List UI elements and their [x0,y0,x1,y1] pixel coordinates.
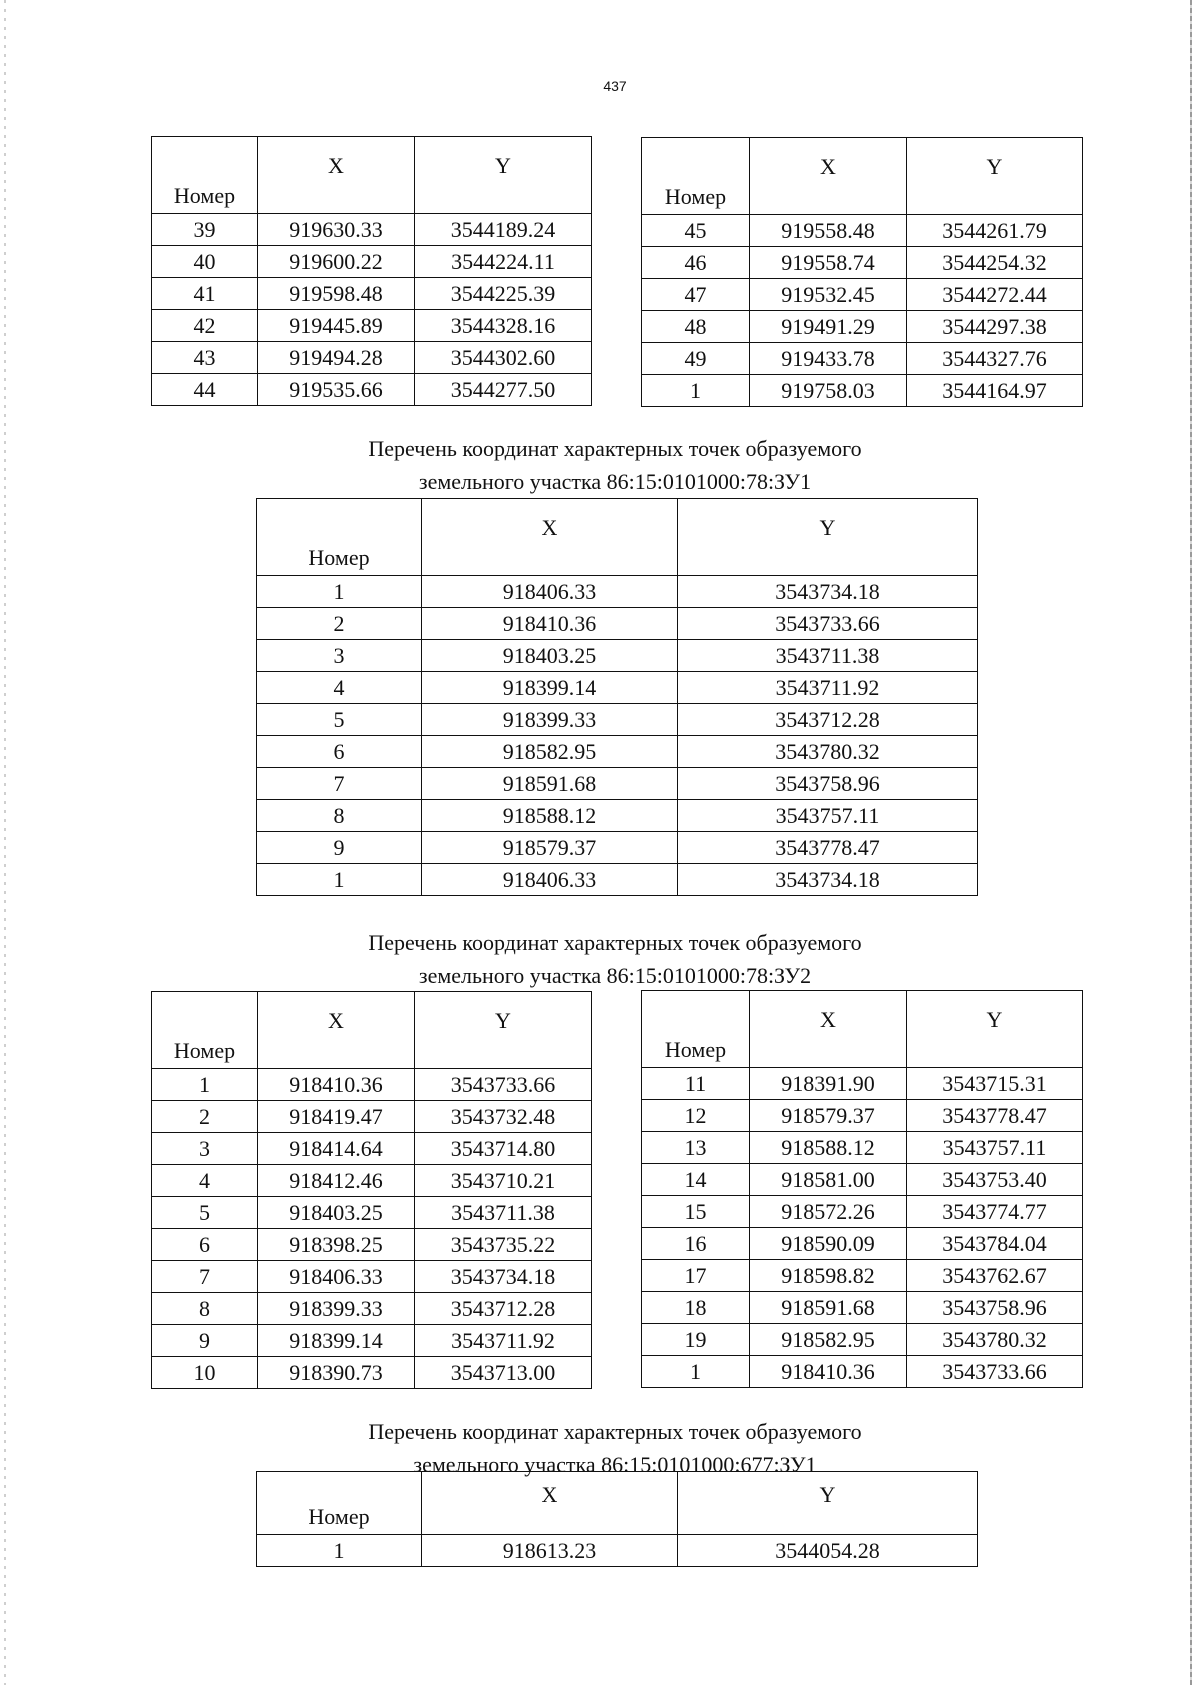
header-y: Y [415,137,592,214]
table-row [642,1324,1083,1356]
point-number-cell: 46 [642,247,750,279]
point-number-cell: 39 [152,214,258,246]
header-x: X [422,1472,678,1535]
y-coordinate-cell: 3544297.38 [907,311,1083,343]
coords-table-top-right [641,137,1083,407]
x-coordinate-cell: 918613.23 [422,1535,678,1567]
x-coordinate-cell: 918406.33 [258,1261,415,1293]
point-number-cell: 3 [152,1133,258,1165]
x-coordinate-cell: 918591.68 [750,1292,907,1324]
header-number: Номер [642,991,750,1068]
point-number-cell: 42 [152,310,258,342]
table-row [152,1069,592,1101]
point-number-cell: 5 [152,1197,258,1229]
header-number: Номер [257,499,422,576]
y-coordinate-cell: 3543715.31 [907,1068,1083,1100]
x-coordinate-cell: 918398.25 [258,1229,415,1261]
x-coordinate-cell: 918579.37 [422,832,678,864]
table-row [257,736,978,768]
table-row [152,1357,592,1389]
table-row [642,343,1083,375]
table-row [152,1197,592,1229]
y-coordinate-cell: 3543711.38 [415,1197,592,1229]
header-x: X [258,992,415,1069]
table-row [152,1325,592,1357]
x-coordinate-cell: 918579.37 [750,1100,907,1132]
point-number-cell: 43 [152,342,258,374]
table-row [257,576,978,608]
table-row [257,704,978,736]
point-number-cell: 15 [642,1196,750,1228]
caption-line: Перечень координат характерных точек образуемого [368,930,862,955]
caption-line: земельного участка 86:15:0101000:78:ЗУ2 [418,963,812,988]
point-number-cell: 16 [642,1228,750,1260]
point-number-cell: 6 [257,736,422,768]
table-row [642,311,1083,343]
point-number-cell: 4 [152,1165,258,1197]
x-coordinate-cell: 918410.36 [258,1069,415,1101]
caption-line: земельного участка 86:15:0101000:677:ЗУ1 [413,1452,817,1477]
x-coordinate-cell: 918598.82 [750,1260,907,1292]
header-y: Y [415,992,592,1069]
x-coordinate-cell: 918410.36 [422,608,678,640]
y-coordinate-cell: 3543758.96 [678,768,978,800]
point-number-cell: 7 [152,1261,258,1293]
point-number-cell: 13 [642,1132,750,1164]
x-coordinate-cell: 918403.25 [422,640,678,672]
coords-table-zu677 [256,1471,978,1567]
table-row [152,1133,592,1165]
header-y: Y [907,991,1083,1068]
x-coordinate-cell: 918390.73 [258,1357,415,1389]
table-row [642,1132,1083,1164]
x-coordinate-cell: 918399.14 [422,672,678,704]
x-coordinate-cell: 918419.47 [258,1101,415,1133]
table-row [152,1165,592,1197]
y-coordinate-cell: 3543780.32 [907,1324,1083,1356]
y-coordinate-cell: 3543762.67 [907,1260,1083,1292]
point-number-cell: 2 [257,608,422,640]
y-coordinate-cell: 3544054.28 [678,1535,978,1567]
table-row [257,864,978,896]
header-x: X [258,137,415,214]
point-number-cell: 14 [642,1164,750,1196]
y-coordinate-cell: 3543710.21 [415,1165,592,1197]
point-number-cell: 2 [152,1101,258,1133]
y-coordinate-cell: 3544224.11 [415,246,592,278]
y-coordinate-cell: 3544277.50 [415,374,592,406]
coords-table-zu1 [256,498,978,896]
header-y: Y [678,1472,978,1535]
header-x: X [422,499,678,576]
header-number: Номер [152,137,258,214]
y-coordinate-cell: 3543778.47 [907,1100,1083,1132]
x-coordinate-cell: 918572.26 [750,1196,907,1228]
point-number-cell: 8 [257,800,422,832]
point-number-cell: 44 [152,374,258,406]
point-number-cell: 1 [257,1535,422,1567]
x-coordinate-cell: 918581.00 [750,1164,907,1196]
x-coordinate-cell: 918410.36 [750,1356,907,1388]
point-number-cell: 1 [642,1356,750,1388]
point-number-cell: 1 [642,375,750,407]
caption-line: Перечень координат характерных точек образуемого [368,1419,862,1444]
x-coordinate-cell: 918403.25 [258,1197,415,1229]
x-coordinate-cell: 918391.90 [750,1068,907,1100]
header-y: Y [907,138,1083,215]
table-row [642,1164,1083,1196]
point-number-cell: 49 [642,343,750,375]
point-number-cell: 19 [642,1324,750,1356]
table-row [257,800,978,832]
y-coordinate-cell: 3544272.44 [907,279,1083,311]
header-x: X [750,138,907,215]
y-coordinate-cell: 3543713.00 [415,1357,592,1389]
x-coordinate-cell: 919558.74 [750,247,907,279]
table-row [642,1260,1083,1292]
table-row [257,768,978,800]
x-coordinate-cell: 919558.48 [750,215,907,247]
table-row [152,1293,592,1325]
point-number-cell: 1 [257,576,422,608]
table-row [642,1356,1083,1388]
x-coordinate-cell: 919630.33 [258,214,415,246]
y-coordinate-cell: 3543733.66 [415,1069,592,1101]
point-number-cell: 3 [257,640,422,672]
table-row [257,672,978,704]
y-coordinate-cell: 3543711.92 [415,1325,592,1357]
point-number-cell: 11 [642,1068,750,1100]
point-number-cell: 17 [642,1260,750,1292]
y-coordinate-cell: 3544189.24 [415,214,592,246]
table-row [642,279,1083,311]
y-coordinate-cell: 3544261.79 [907,215,1083,247]
point-number-cell: 1 [152,1069,258,1101]
y-coordinate-cell: 3543734.18 [678,864,978,896]
y-coordinate-cell: 3543734.18 [678,576,978,608]
y-coordinate-cell: 3543711.92 [678,672,978,704]
point-number-cell: 48 [642,311,750,343]
point-number-cell: 40 [152,246,258,278]
table-row [642,247,1083,279]
page-number: 437 [603,78,627,94]
x-coordinate-cell: 918412.46 [258,1165,415,1197]
x-coordinate-cell: 918582.95 [422,736,678,768]
y-coordinate-cell: 3543733.66 [907,1356,1083,1388]
x-coordinate-cell: 918588.12 [750,1132,907,1164]
x-coordinate-cell: 919491.29 [750,311,907,343]
y-coordinate-cell: 3543753.40 [907,1164,1083,1196]
coords-table-top-left [151,136,592,406]
point-number-cell: 41 [152,278,258,310]
point-number-cell: 47 [642,279,750,311]
header-x: X [750,991,907,1068]
point-number-cell: 1 [257,864,422,896]
point-number-cell: 9 [152,1325,258,1357]
x-coordinate-cell: 918588.12 [422,800,678,832]
table-row [152,310,592,342]
x-coordinate-cell: 918406.33 [422,576,678,608]
x-coordinate-cell: 918582.95 [750,1324,907,1356]
point-number-cell: 7 [257,768,422,800]
header-number: Номер [152,992,258,1069]
table-row [152,1261,592,1293]
table-row [642,1228,1083,1260]
y-coordinate-cell: 3543711.38 [678,640,978,672]
x-coordinate-cell: 919532.45 [750,279,907,311]
y-coordinate-cell: 3543778.47 [678,832,978,864]
x-coordinate-cell: 918399.14 [258,1325,415,1357]
y-coordinate-cell: 3543784.04 [907,1228,1083,1260]
y-coordinate-cell: 3543714.80 [415,1133,592,1165]
y-coordinate-cell: 3543757.11 [907,1132,1083,1164]
table-row [152,246,592,278]
caption-zu1 [0,432,1200,498]
y-coordinate-cell: 3544225.39 [415,278,592,310]
table-row [152,1229,592,1261]
table-row [642,375,1083,407]
x-coordinate-cell: 918399.33 [258,1293,415,1325]
y-coordinate-cell: 3543774.77 [907,1196,1083,1228]
header-y: Y [678,499,978,576]
coords-table-zu2-right [641,990,1083,1388]
y-coordinate-cell: 3543735.22 [415,1229,592,1261]
point-number-cell: 4 [257,672,422,704]
x-coordinate-cell: 919598.48 [258,278,415,310]
table-row [152,1101,592,1133]
y-coordinate-cell: 3543732.48 [415,1101,592,1133]
y-coordinate-cell: 3543757.11 [678,800,978,832]
x-coordinate-cell: 919535.66 [258,374,415,406]
x-coordinate-cell: 918406.33 [422,864,678,896]
y-coordinate-cell: 3544328.16 [415,310,592,342]
table-row [642,215,1083,247]
y-coordinate-cell: 3543780.32 [678,736,978,768]
table-row [152,214,592,246]
x-coordinate-cell: 918590.09 [750,1228,907,1260]
point-number-cell: 6 [152,1229,258,1261]
x-coordinate-cell: 919445.89 [258,310,415,342]
header-number: Номер [257,1472,422,1535]
x-coordinate-cell: 918414.64 [258,1133,415,1165]
x-coordinate-cell: 919758.03 [750,375,907,407]
table-row [257,608,978,640]
y-coordinate-cell: 3544164.97 [907,375,1083,407]
point-number-cell: 8 [152,1293,258,1325]
table-row [152,342,592,374]
y-coordinate-cell: 3544302.60 [415,342,592,374]
table-row [642,1292,1083,1324]
point-number-cell: 18 [642,1292,750,1324]
table-row [257,832,978,864]
y-coordinate-cell: 3543712.28 [678,704,978,736]
y-coordinate-cell: 3544254.32 [907,247,1083,279]
y-coordinate-cell: 3543734.18 [415,1261,592,1293]
x-coordinate-cell: 918591.68 [422,768,678,800]
table-row [152,374,592,406]
table-row [642,1068,1083,1100]
y-coordinate-cell: 3543758.96 [907,1292,1083,1324]
point-number-cell: 12 [642,1100,750,1132]
point-number-cell: 45 [642,215,750,247]
x-coordinate-cell: 919494.28 [258,342,415,374]
x-coordinate-cell: 918399.33 [422,704,678,736]
x-coordinate-cell: 919433.78 [750,343,907,375]
y-coordinate-cell: 3543712.28 [415,1293,592,1325]
table-row [642,1100,1083,1132]
point-number-cell: 9 [257,832,422,864]
point-number-cell: 10 [152,1357,258,1389]
table-row [257,640,978,672]
y-coordinate-cell: 3544327.76 [907,343,1083,375]
table-row [257,1535,978,1567]
coords-table-zu2-left [151,991,592,1389]
table-row [642,1196,1083,1228]
point-number-cell: 5 [257,704,422,736]
table-row [152,278,592,310]
header-number: Номер [642,138,750,215]
x-coordinate-cell: 919600.22 [258,246,415,278]
y-coordinate-cell: 3543733.66 [678,608,978,640]
caption-line: Перечень координат характерных точек образуемого [368,436,862,461]
caption-line: земельного участка 86:15:0101000:78:ЗУ1 [418,469,812,494]
caption-zu2 [0,926,1200,992]
